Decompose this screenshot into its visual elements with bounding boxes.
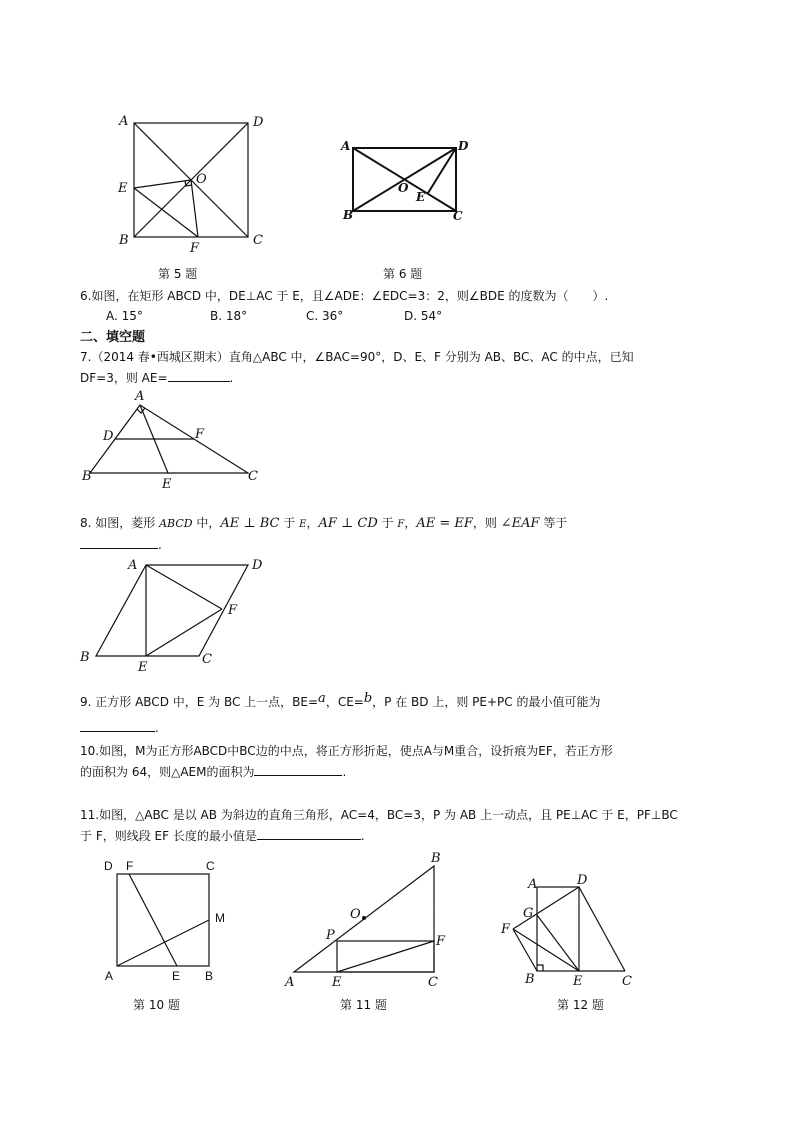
question-8-line-1 (80, 513, 567, 535)
label-m: M (215, 911, 225, 925)
figure-5 (110, 108, 280, 258)
label-e: E (118, 181, 128, 196)
option-b: B. 18° (210, 309, 248, 323)
question-11-line-2 (80, 826, 365, 846)
segment-of (191, 180, 198, 237)
q8-math-4: ∠EAF (500, 516, 540, 531)
label-c: C (248, 469, 258, 484)
square-abcd (117, 874, 209, 966)
answer-blank-9[interactable] (80, 718, 155, 732)
label-b: B (343, 208, 354, 222)
rectangle-abed (537, 887, 579, 971)
q9-var-a: a (318, 691, 326, 706)
label-a: A (528, 877, 538, 892)
question-7-line-1: 7.（2014 春•西城区期末）直角△ABC 中，∠BAC=90°，D、E、F 分别为 AB、BC、AC 的中点，已知 (80, 350, 634, 364)
segment-am (117, 920, 209, 966)
figure-12-caption: 第 12 题 (557, 998, 604, 1012)
figure-10-caption: 第 10 题 (133, 998, 180, 1012)
figure-6-caption: 第 6 题 (383, 267, 423, 281)
label-o: O (350, 907, 361, 922)
question-10-line-1: 10.如图，M为正方形ABCD中BC边的中点，将正方形折起，使点A与M重合，设折痕为EF，若正方形 (80, 744, 613, 758)
q9-end: . (155, 721, 159, 735)
label-p: P (326, 928, 335, 943)
label-b: B (431, 851, 441, 866)
segment-af (146, 565, 222, 609)
answer-blank-8[interactable] (80, 535, 158, 549)
label-e: E (172, 969, 181, 983)
segment-fe (513, 929, 579, 971)
label-f: F (190, 241, 200, 256)
answer-blank-11[interactable] (257, 826, 361, 840)
question-7-end: . (229, 371, 234, 385)
label-d: D (253, 115, 264, 130)
label-a: A (285, 975, 295, 990)
q8-part-8: 等于 (539, 516, 568, 530)
question-7-line-2 (80, 368, 233, 388)
label-g: G (523, 906, 534, 921)
label-c: C (428, 975, 438, 990)
q8-math-2: AF ⊥ CD (318, 516, 378, 531)
fold-line-ef (129, 874, 177, 966)
answer-blank-7[interactable] (168, 368, 230, 382)
question-8-line-2 (80, 535, 162, 555)
q8-math-1: AE ⊥ BC (220, 516, 280, 531)
question-10-line-2 (80, 762, 346, 782)
figure-11-caption: 第 11 题 (340, 998, 387, 1012)
label-b: B (525, 972, 535, 987)
q9-part-2: ，CE= (325, 695, 364, 709)
label-d: D (577, 873, 588, 888)
figure-7 (80, 388, 270, 493)
q8-part-5: 于 (377, 516, 398, 530)
midpoint-o-dot (362, 916, 366, 920)
q8-math-3: AE = EF (416, 516, 473, 531)
q10-text: 的面积为 64，则△AEM的面积为 (80, 765, 255, 779)
answer-blank-10[interactable] (254, 762, 342, 776)
q8-part-7: ，则 (472, 516, 501, 530)
segment-fb (513, 929, 537, 971)
option-d: D. 54° (404, 309, 443, 323)
figure-8 (78, 555, 278, 675)
segment-ef (146, 609, 222, 656)
option-c: C. 36° (306, 309, 344, 323)
label-c: C (253, 233, 263, 248)
segment-ge (537, 915, 579, 971)
label-o: O (398, 181, 409, 195)
q8-part-3: 于 (279, 516, 300, 530)
label-f: F (436, 934, 446, 949)
rhombus-abcd (96, 565, 248, 656)
figure-5-caption: 第 5 题 (158, 267, 198, 281)
q8-part-2: 中， (192, 516, 221, 530)
segment-dc (579, 887, 625, 971)
label-a: A (105, 969, 114, 983)
label-c: C (622, 974, 632, 989)
label-b: B (82, 469, 92, 484)
q8-part-1: 8. 如图，菱形 (80, 516, 160, 530)
question-11-line-1: 11.如图，△ABC 是以 AB 为斜边的直角三角形，AC=4，BC=3，P 为 AB 上一动点，且 PE⊥AC 于 E，PF⊥BC (80, 808, 678, 822)
label-e: E (416, 190, 426, 204)
section-heading-fill-in: 二、填空题 (80, 330, 146, 345)
q11-end: . (360, 829, 365, 843)
label-d: D (458, 139, 469, 153)
label-b: B (119, 233, 129, 248)
option-a: A. 15° (106, 309, 143, 323)
label-f: F (195, 427, 205, 442)
right-angle-mark (537, 965, 543, 971)
q10-end: . (342, 765, 347, 779)
label-a: A (128, 558, 138, 573)
q8-rhombus-name: ABCD (159, 517, 193, 530)
label-f: F (501, 922, 511, 937)
label-b: B (205, 969, 214, 983)
segment-eo (134, 180, 191, 188)
segment-ef (134, 188, 198, 237)
label-f: F (228, 603, 238, 618)
figure-6 (338, 135, 478, 230)
label-e: E (573, 974, 583, 989)
label-e: E (138, 660, 148, 675)
question-7-text: DF=3，则 AE= (80, 371, 168, 385)
label-a: A (135, 389, 145, 404)
segment-ef (337, 941, 434, 972)
q9-var-b: b (363, 691, 373, 706)
segment-de (428, 148, 456, 193)
label-a: A (119, 114, 129, 129)
q9-part-3: ，P 在 BD 上，则 PE+PC 的最小值可能为 (372, 695, 601, 709)
question-9-line-2 (80, 718, 159, 738)
figure-11 (280, 848, 450, 993)
q8-point-e: E (299, 519, 307, 530)
figure-12 (495, 870, 645, 995)
label-c: C (202, 652, 212, 667)
question-9-line-1 (80, 692, 600, 713)
label-o: O (196, 172, 207, 187)
label-d: D (104, 859, 113, 873)
question-6-options (106, 306, 442, 326)
label-b: B (80, 650, 90, 665)
label-e: E (162, 477, 172, 492)
label-d: D (252, 558, 263, 573)
label-a: A (341, 139, 351, 153)
q8-part-6: ， (404, 516, 417, 530)
label-d: D (103, 429, 114, 444)
q11-text: 于 F，则线段 EF 长度的最小值是 (80, 829, 257, 843)
label-f: F (126, 859, 134, 873)
label-e: E (332, 975, 342, 990)
q8-point-f: F (397, 519, 405, 530)
question-6-stem: 6.如图，在矩形 ABCD 中，DE⊥AC 于 E，且∠ADE：∠EDC=3：2，则∠BDE 的度数为（ ）. (80, 289, 609, 303)
figure-10 (100, 855, 240, 990)
q9-part-1: 9. 正方形 ABCD 中，E 为 BC 上一点，BE= (80, 695, 319, 709)
label-c: C (453, 209, 463, 223)
q8-part-4: ， (306, 516, 319, 530)
label-c: C (206, 859, 215, 873)
q8-end: . (158, 538, 162, 552)
